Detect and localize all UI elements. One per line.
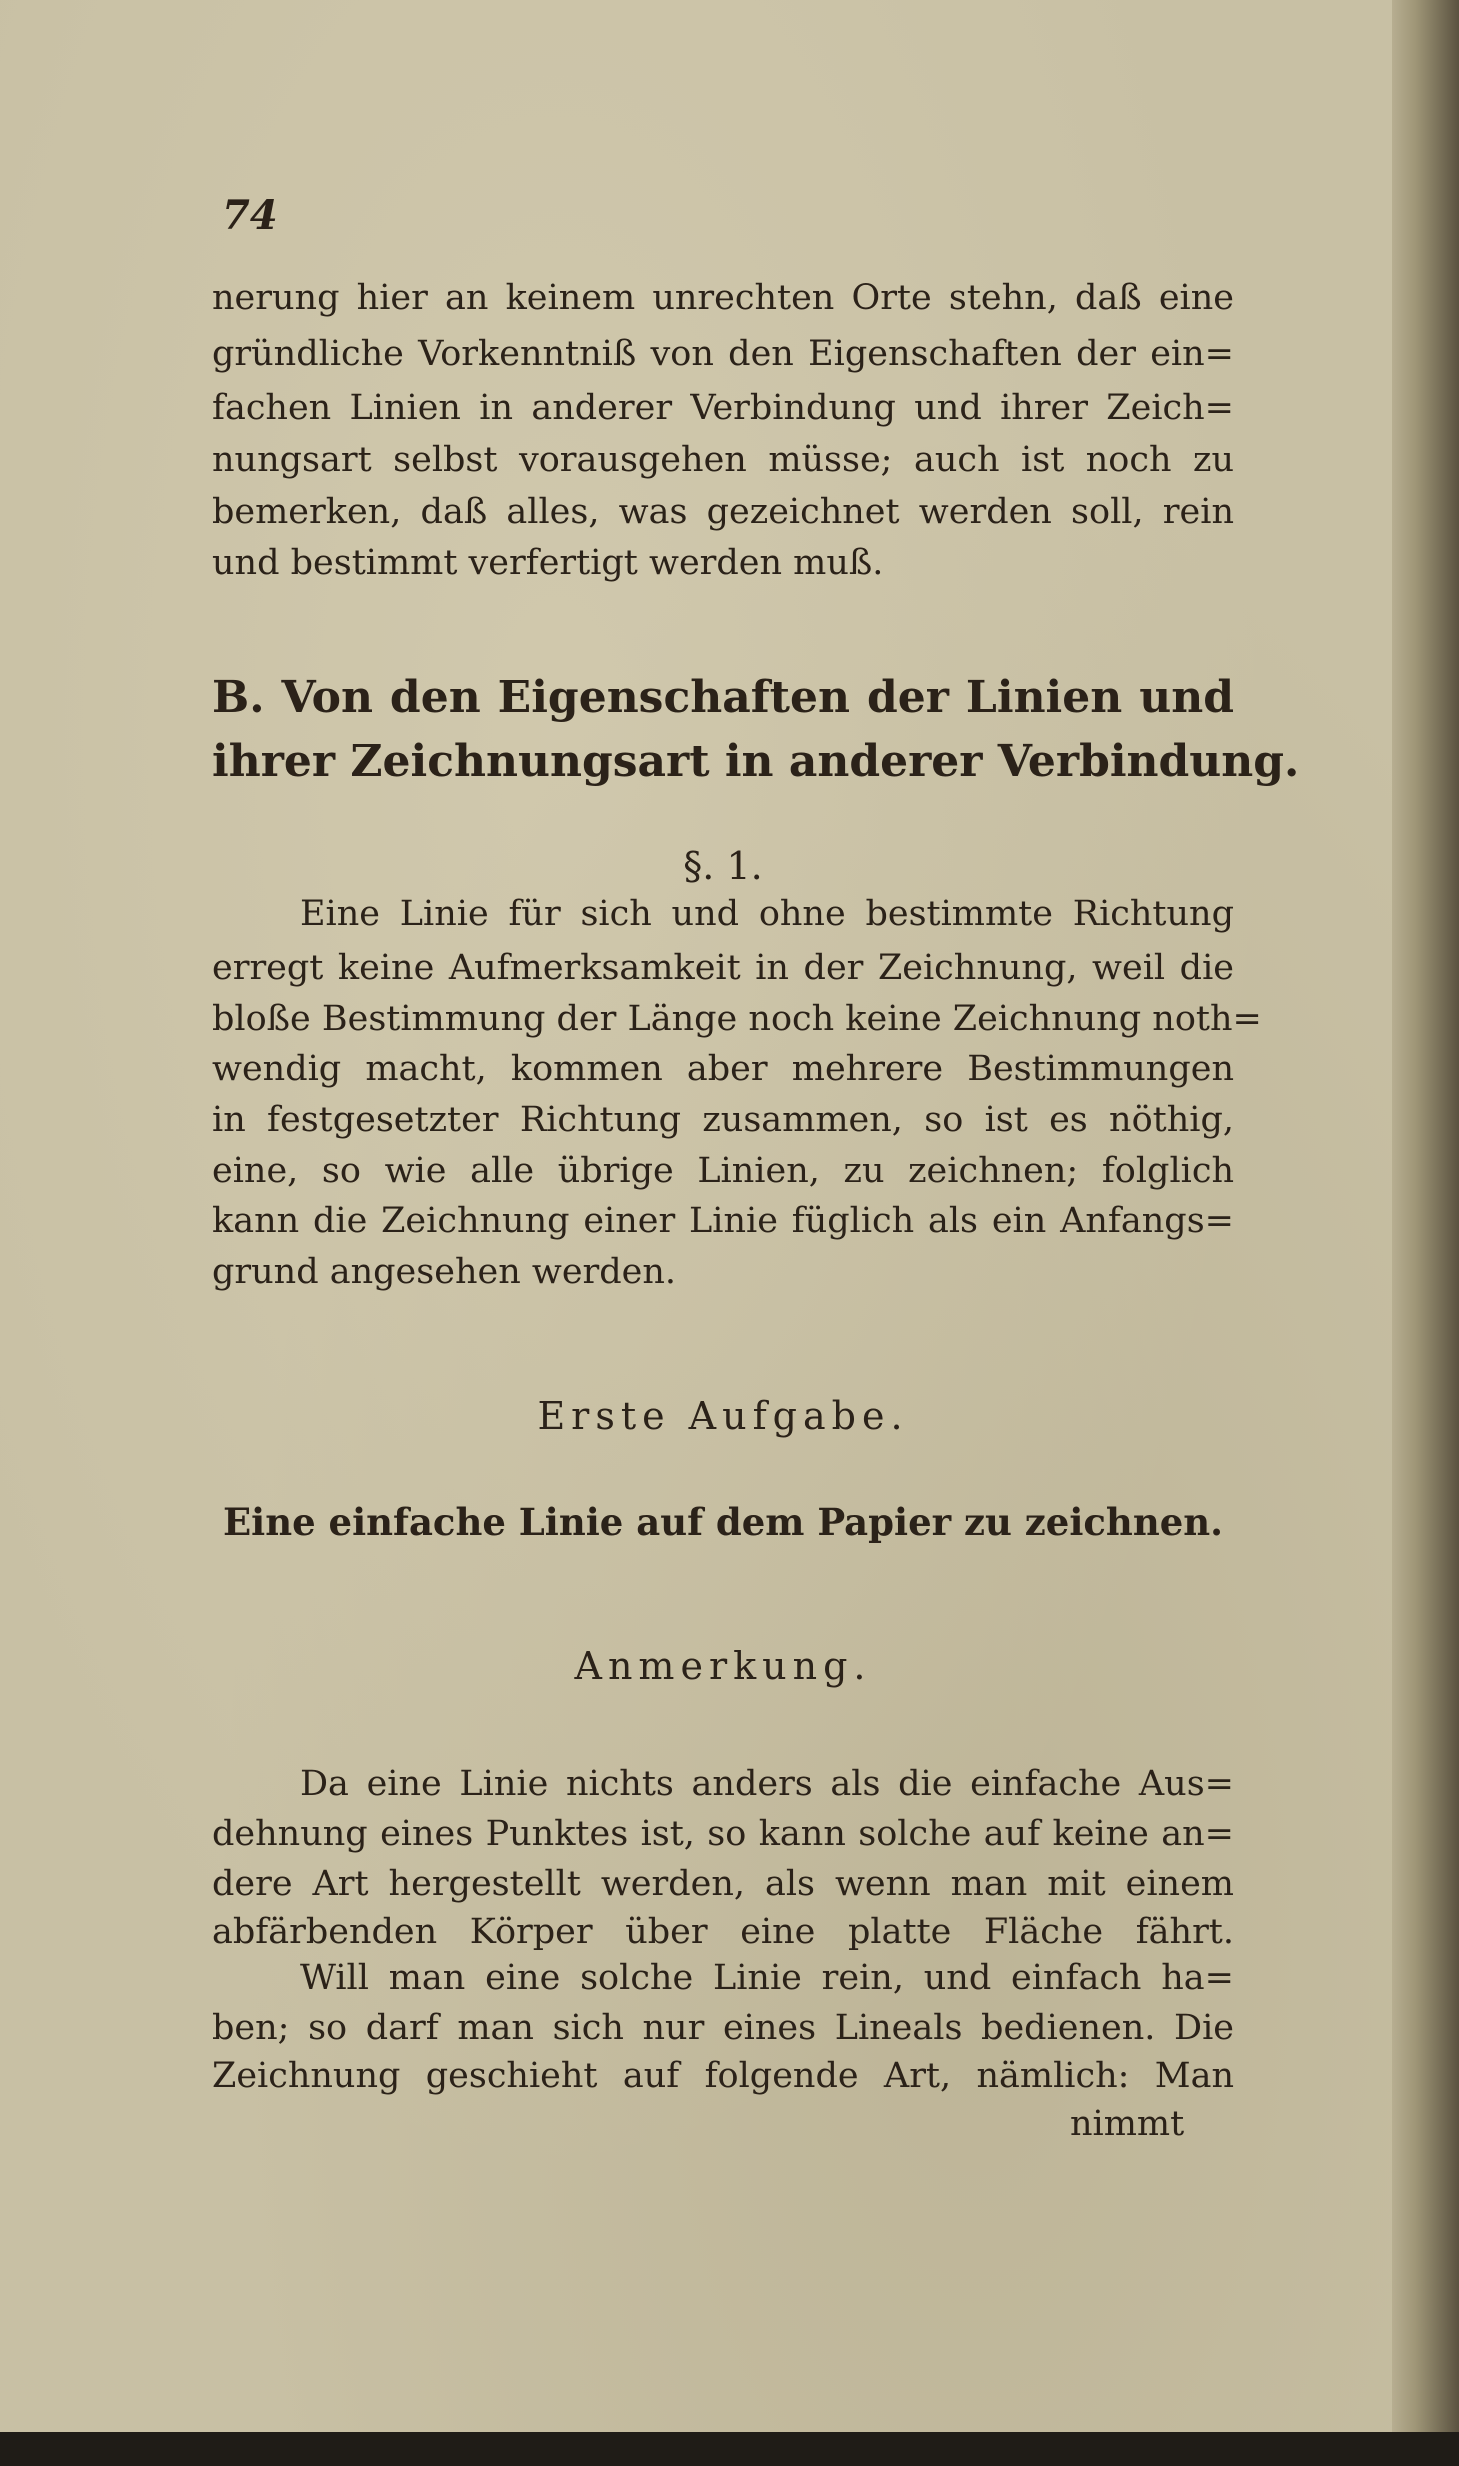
page-bottom-edge <box>0 2432 1459 2466</box>
task-text: Eine einfache Linie auf dem Papier zu zeichnen. <box>222 1500 1224 1544</box>
page-gutter <box>1392 0 1459 2432</box>
note-line: Da eine Linie nichts anders als die einfache Aus= <box>300 1764 1234 1804</box>
intro-line: bemerken, daß alles, was gezeichnet werden soll, rein <box>212 492 1234 532</box>
paragraph-line: eine, so wie alle übrige Linien, zu zeichnen; folglich <box>212 1151 1234 1191</box>
note-line: dehnung eines Punktes ist, so kann solche auf keine an= <box>212 1814 1234 1854</box>
intro-line: nungsart selbst vorausgehen müsse; auch ist noch zu <box>212 440 1234 480</box>
paragraph-line: Eine Linie für sich und ohne bestimmte Richtung <box>300 894 1234 934</box>
section-heading-line: ihrer Zeichnungsart in anderer Verbindung. <box>212 736 1300 787</box>
paragraph-line: grund angesehen werden. <box>212 1252 677 1292</box>
intro-line: fachen Linien in anderer Verbindung und ihrer Zeich= <box>212 388 1234 428</box>
task-heading: Erste Aufgabe. <box>537 1394 909 1438</box>
intro-line: nerung hier an keinem unrechten Orte stehn, daß eine <box>212 278 1234 318</box>
note-line: Will man eine solche Linie rein, und einfach ha= <box>300 1958 1234 1998</box>
note-line: ben; so darf man sich nur eines Lineals bedienen. Die <box>212 2008 1234 2048</box>
page-number: 74 <box>222 192 278 239</box>
paragraph-line: bloße Bestimmung der Länge noch keine Zeichnung noth= <box>212 999 1262 1039</box>
note-line: abfärbenden Körper über eine platte Fläche fährt. <box>212 1912 1234 1952</box>
catchword: nimmt <box>1070 2104 1185 2144</box>
note-heading: Anmerkung. <box>574 1644 872 1688</box>
paragraph-line: kann die Zeichnung einer Linie füglich als ein Anfangs= <box>212 1201 1234 1241</box>
note-line: dere Art hergestellt werden, als wenn man mit einem <box>212 1864 1234 1904</box>
intro-line: gründliche Vorkenntniß von den Eigenschaften der ein= <box>212 334 1234 374</box>
intro-line: und bestimmt verfertigt werden muß. <box>212 543 884 583</box>
paragraph-line: in festgesetzter Richtung zusammen, so ist es nöthig, <box>212 1100 1234 1140</box>
paragraph-line: erregt keine Aufmerksamkeit in der Zeichnung, weil die <box>212 948 1234 988</box>
paragraph-mark: §. 1. <box>683 844 763 888</box>
section-heading-line: B. Von den Eigenschaften der Linien und <box>212 672 1234 723</box>
paragraph-line: wendig macht, kommen aber mehrere Bestimmungen <box>212 1049 1234 1089</box>
note-line: Zeichnung geschieht auf folgende Art, nämlich: Man <box>212 2056 1234 2096</box>
